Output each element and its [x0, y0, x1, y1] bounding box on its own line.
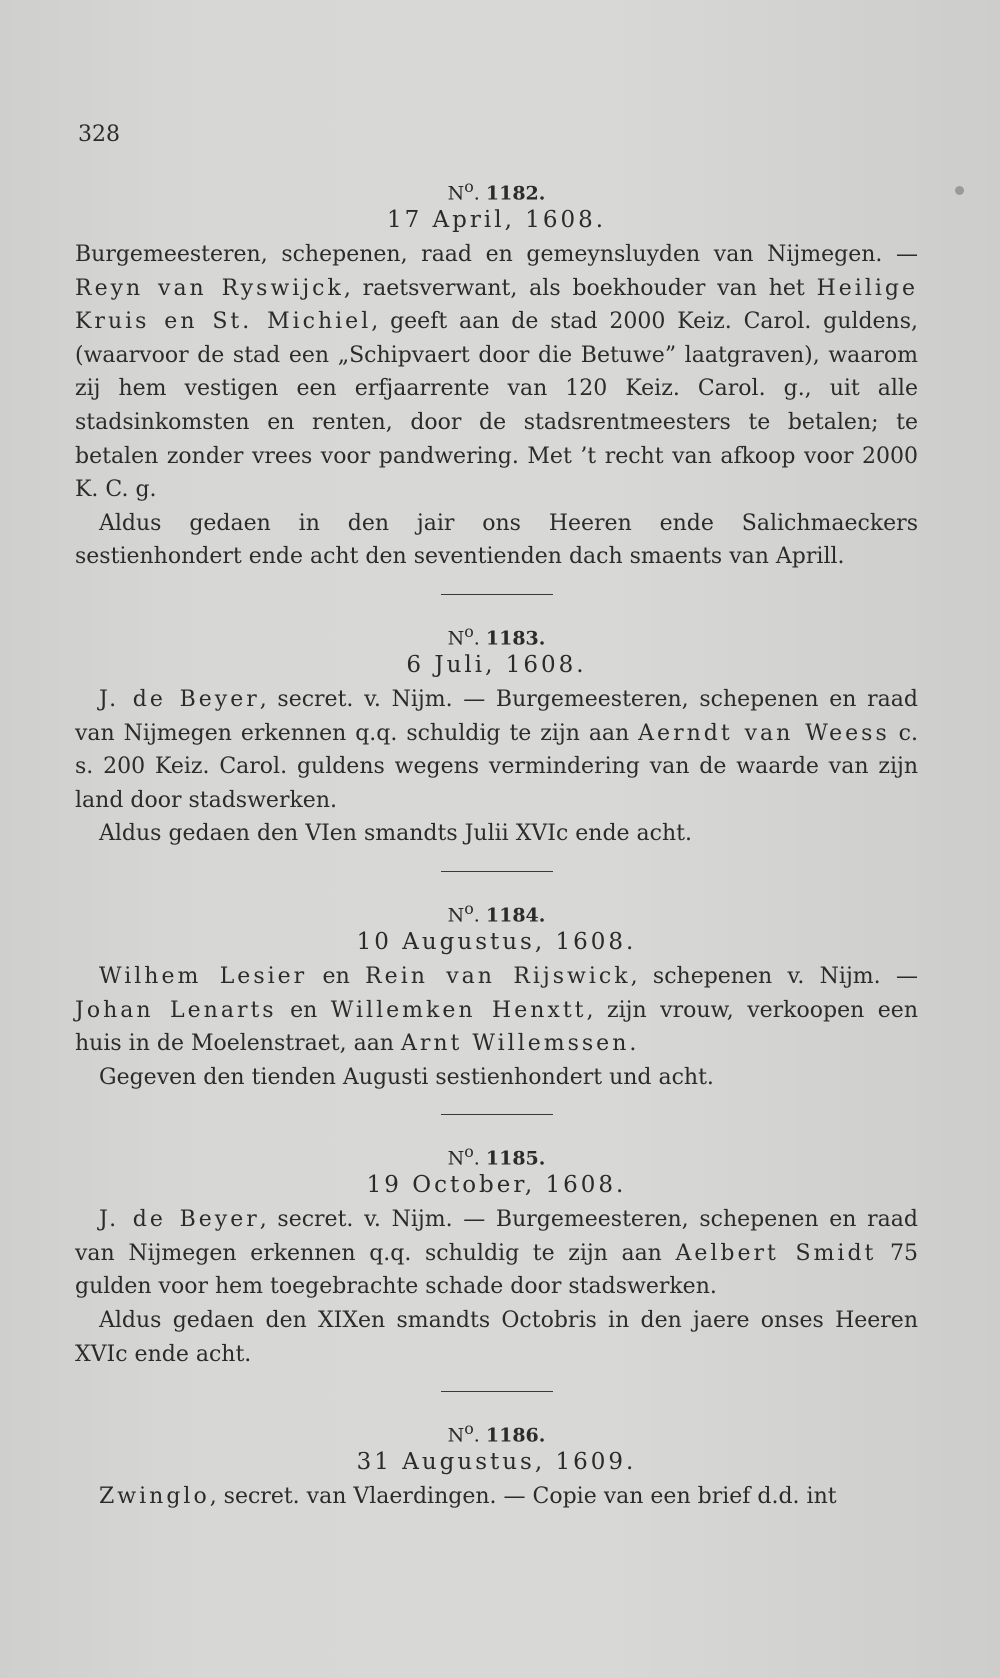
body-segment: en — [276, 997, 331, 1023]
entry — [75, 172, 918, 574]
entry-body — [75, 1480, 918, 1514]
name-segment: Wilhem Lesier — [99, 963, 308, 989]
body-segment: 75 gulden voor hem toegebrachte schade door stadswerken. — [75, 1240, 918, 1300]
entry-body — [75, 960, 918, 1061]
body-segment: , schepenen v. Nijm. — — [630, 963, 918, 989]
name-segment: Aerndt van Weess — [638, 720, 890, 746]
divider — [441, 871, 553, 872]
entry-number: $N^o$. 1182. — [447, 177, 546, 205]
entry-body — [75, 683, 918, 817]
entry-number: $N^o$. 1183. — [447, 621, 546, 650]
entry-closing: Aldus gedaen in den jair ons Heeren ende Salichmaeckers sestienhondert ende acht den seventienden dach smaents van Aprill. — [75, 510, 918, 570]
body-segment: en — [307, 963, 366, 989]
name-segment: Heilige Kruis en St. Michiel — [75, 275, 919, 335]
entry — [75, 1414, 918, 1514]
entry-body — [75, 1203, 918, 1304]
name-segment: Zwinglo — [99, 1484, 210, 1510]
body-segment: . — [629, 1031, 637, 1057]
divider — [441, 1391, 553, 1392]
page-number: 328 — [78, 122, 120, 147]
entry-closing: Aldus gedaen den VIen smandts Julii XVIc ende acht. — [99, 821, 692, 847]
entry-number: $N^o$. 1184. — [447, 898, 546, 927]
entry-body — [75, 238, 918, 507]
name-segment: Aelbert Smidt — [675, 1240, 877, 1266]
entry-number: $N^o$. 1186. — [447, 1419, 546, 1447]
body-segment: , secret. v. Nijm. — Burgemeesteren, schepenen en raad van Nijmegen erkennen q.q. schuldig te zijn aan — [75, 1207, 918, 1266]
body-segment: , zijn vrouw, verkoopen een huis in de Moelenstraet, aan — [75, 997, 918, 1057]
body-segment: , secret. van Vlaerdingen. — Copie van een brief d.d. int — [209, 1484, 837, 1510]
entry — [75, 1137, 918, 1371]
entry-closing: Gegeven den tienden Augusti sestienhondert und acht. — [99, 1064, 714, 1090]
name-segment: Willemken Henxtt — [330, 997, 587, 1023]
name-segment: Reyn van Ryswijck — [75, 275, 344, 301]
body-segment: , raetsverwant, als boekhouder van het — [343, 275, 817, 301]
entry-closing: Aldus gedaen den XIXen smandts Octobris in den jaere onses Heeren XVIc ende acht. — [75, 1308, 918, 1367]
entry-number: $N^o$. 1185. — [447, 1142, 546, 1170]
body-segment: Burgemeesteren, schepenen, raad en gemeynsluyden van Nijmegen. — — [75, 242, 918, 267]
entry-date: 17 April, 1608. — [386, 207, 607, 233]
name-segment: J. de Beyer — [99, 1207, 260, 1233]
entry — [75, 617, 918, 851]
entry-date: 10 Augustus, 1608. — [356, 928, 637, 955]
entry-date: 19 October, 1608. — [366, 1172, 627, 1199]
name-segment: Arnt Willemssen — [400, 1031, 630, 1057]
name-segment: Rein van Rijswick — [365, 963, 631, 989]
entry-date: 6 Juli, 1608. — [406, 651, 587, 678]
body-segment: , secret. v. Nijm. — Burgemeesteren, schepenen en raad van Nijmegen erkennen q.q. schuldig te zijn aan — [75, 686, 918, 746]
entry — [75, 894, 918, 1094]
ink-spot — [955, 186, 964, 195]
divider — [441, 1114, 553, 1115]
body-segment: , geeft aan de stad 2000 Keiz. Carol. guldens, (waarvoor de stad een „Schipvaert door die Betuwe” laatgraven), waarom zij hem vestigen een erfjaarrente van 120 Keiz. Carol. g., uit alle stadsinkomsten en renten, door de stadsrentmeesters te betalen; te betalen zonder vrees voor pandwering. Met ’t recht van afkoop voor 2000 K. C. g. — [75, 309, 918, 503]
entry-date: 31 Augustus, 1609. — [356, 1449, 637, 1476]
body-segment: c. s. 200 Keiz. Carol. guldens wegens vermindering van de waarde van zijn land door stadswerken. — [75, 720, 918, 813]
name-segment: Johan Lenarts — [75, 997, 277, 1023]
name-segment: J. de Beyer — [99, 686, 260, 712]
divider — [441, 594, 553, 595]
page-content — [75, 172, 918, 1514]
